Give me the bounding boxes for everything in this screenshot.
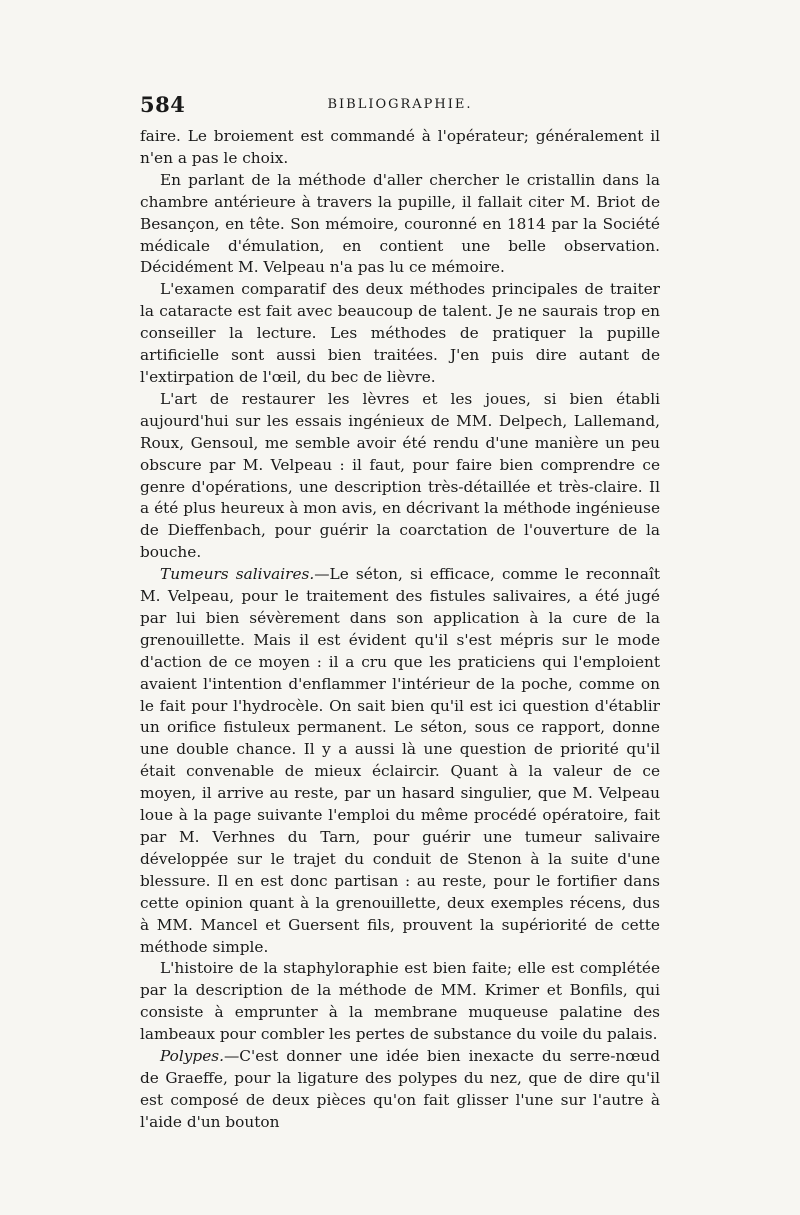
book-page: [140, 92, 660, 1134]
page-header: [140, 92, 660, 126]
paragraph-cataracte: [140, 279, 660, 389]
body-text: [140, 126, 660, 1134]
section-lead: Tumeurs salivaires.: [160, 565, 315, 584]
paragraph-continuation: [140, 126, 660, 170]
paragraph-text: L'examen comparatif des deux méthodes principales de traiter la cataracte est fait avec beaucoup de talent. Je ne saurais trop en conseiller la lecture. Les méthodes de pratiquer la pupille artificielle sont aussi bien traitées. J'en puis dire autant de l'extirpation de l'œil, du bec de lièvre.: [140, 280, 660, 386]
paragraph-text: L'art de restaurer les lèvres et les joues, si bien établi aujourd'hui sur les essais ingénieux de MM. Delpech, Lallemand, Roux, Gensoul, me semble avoir été rendu d'une manière un peu obscure par M. Velpeau : il faut, pour faire bien comprendre ce genre d'opérations, une description très-détaillée et très-claire. Il a été plus heureux à mon avis, en décrivant la méthode ingénieuse de Dieffenbach, pour guérir la coarctation de l'ouverture de la bouche.: [140, 389, 660, 562]
section-lead: Polypes.: [160, 1047, 224, 1066]
running-head: BIBLIOGRAPHIE.: [327, 97, 473, 112]
page-number: 584: [140, 92, 186, 117]
paragraph-text: faire. Le broiement est commandé à l'opérateur; généralement il n'en a pas le choix.: [140, 127, 660, 167]
paragraph-levres: [140, 389, 660, 564]
paragraph-text: L'histoire de la staphyloraphie est bien faite; elle est complétée par la description de la méthode de MM. Krimer et Bonfils, qui consiste à emprunter à la membrane muqueuse palatine des lambeaux pour combler les pertes de substance du voile du palais.: [140, 959, 660, 1044]
paragraph-text: —Le séton, si efficace, comme le reconnaît M. Velpeau, pour le traitement des fistules salivaires, a été jugé par lui bien sévèrement dans son application à la cure de la grenouillette. Mais il est évident qu'il s'est mépris sur le mode d'action de ce moyen : il a cru que les praticiens qui l'emploient avaient l'intention d'enflammer l'intérieur de la poche, comme on le fait pour l'hydrocèle. On sait bien qu'il est ici question d'établir un orifice fistuleux permanent. Le séton, sous ce rapport, donne une double chance. Il y a aussi là une question de priorité qu'il était convenable de mieux éclaircir. Quant à la valeur de ce moyen, il arrive au reste, par un hasard singulier, que M. Velpeau loue à la page suivante l'emploi du même procédé opératoire, fait par M. Verhnes du Tarn, pour guérir une tumeur salivaire développée sur le trajet du conduit de Stenon à la suite d'une blessure. Il en est donc partisan : au reste, pour le fortifier dans cette opinion quant à la grenouillette, deux exemples récens, dus à MM. Mancel et Guersent fils, prouvent la supériorité de cette méthode simple.: [140, 565, 660, 956]
paragraph-staphyloraphie: [140, 958, 660, 1046]
paragraph-text: En parlant de la méthode d'aller chercher le cristallin dans la chambre antérieure à travers la pupille, il fallait citer M. Briot de Besançon, en tête. Son mémoire, couronné en 1814 par la Société médicale d'émulation, en contient une belle observation. Décidément M. Velpeau n'a pas lu ce mémoire.: [140, 170, 660, 277]
paragraph-briot: [140, 170, 660, 280]
paragraph-polypes: [140, 1046, 660, 1134]
paragraph-tumeurs-salivaires: [140, 564, 660, 958]
paragraph-text: —C'est donner une idée bien inexacte du serre-nœud de Graeffe, pour la ligature des polypes du nez, que de dire qu'il est composé de deux pièces qu'on fait glisser l'une sur l'autre à l'aide d'un bouton: [140, 1047, 660, 1131]
